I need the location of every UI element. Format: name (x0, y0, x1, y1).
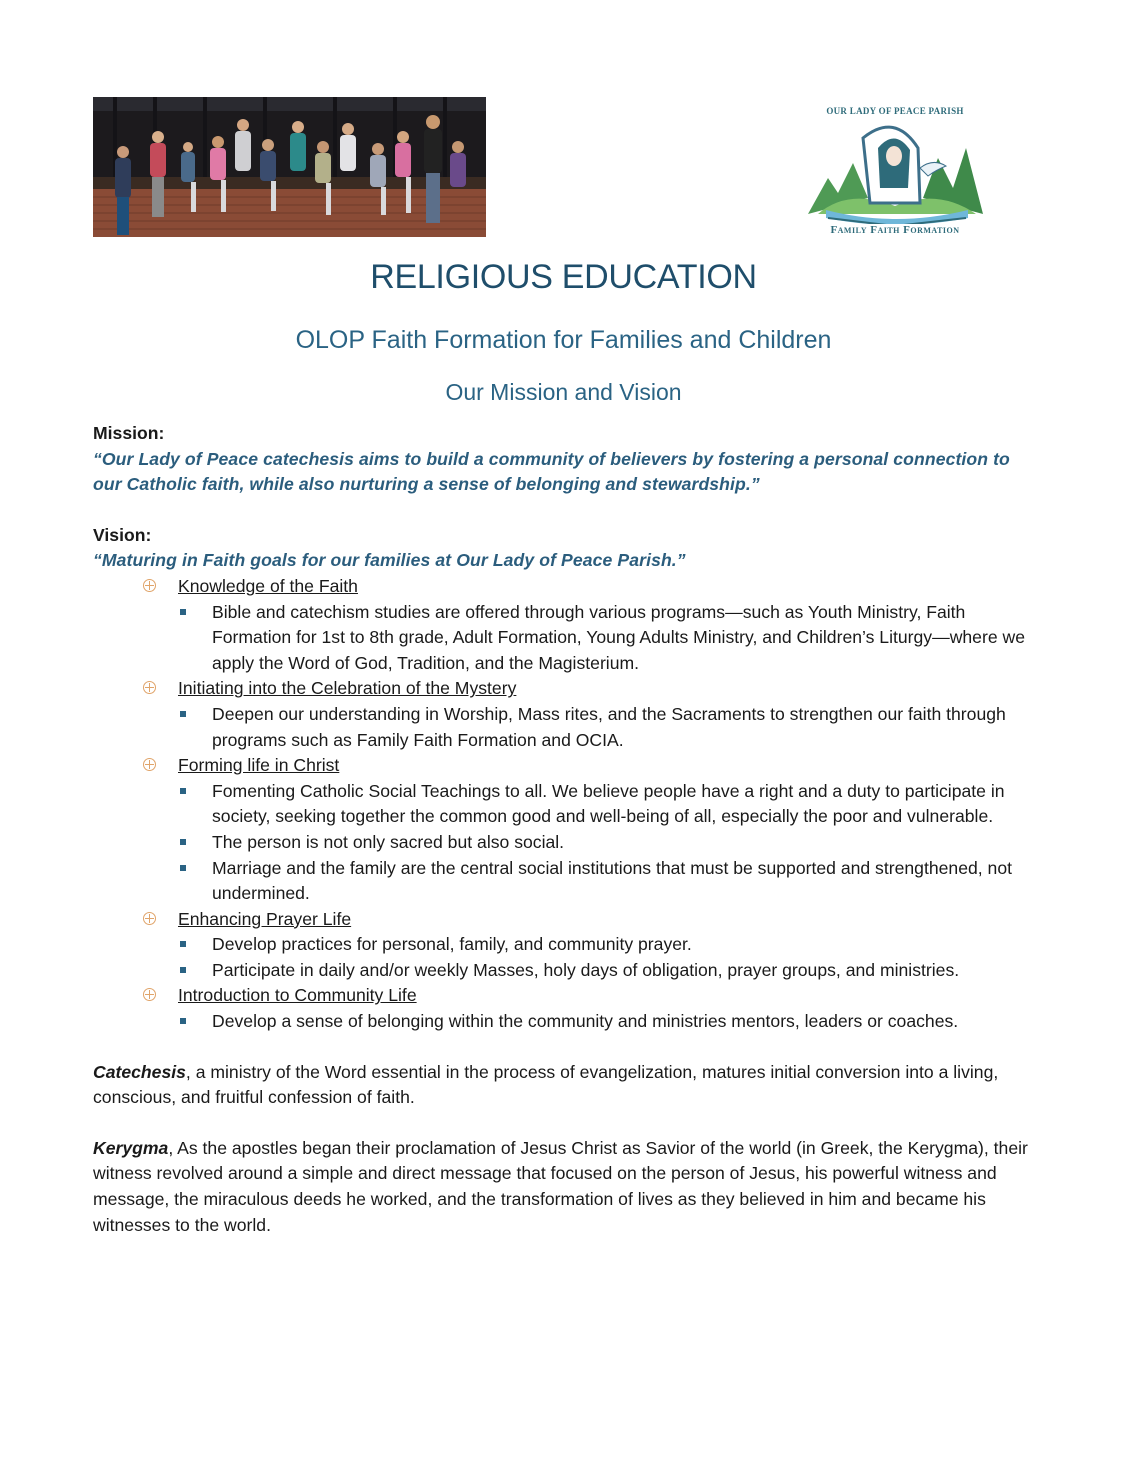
parish-logo (800, 100, 990, 240)
goal-title: Enhancing Prayer Life (178, 908, 352, 929)
square-bullet-icon (180, 839, 186, 845)
mission-statement: “Our Lady of Peace catechesis aims to build a community of believers by fostering a personal connection to our Catholic faith, while also nurturing a sense of belonging and stewardship.” (93, 448, 1010, 495)
square-bullet-icon (180, 941, 186, 947)
mission-label: Mission: (93, 423, 165, 443)
circle-plus-bullet-icon (143, 912, 156, 925)
goal-detail (178, 830, 1043, 856)
circle-plus-bullet-icon (143, 579, 156, 592)
goal-item (143, 983, 1043, 1034)
goal-title: Forming life in Christ (178, 755, 340, 776)
goal-detail-text: Bible and catechism studies are offered through various programs—such as Youth Ministry, Faith Formation for 1st to 8th grade, Adult Formation, Young Adults Ministry, and Children’s Liturgy—where we apply the Word of God, Tradition, and the Magisterium. (212, 601, 1025, 673)
goal-detail (178, 1009, 1043, 1035)
goal-title: Initiating into the Celebration of the Mystery (178, 678, 517, 699)
kerygma-text: , As the apostles began their proclamation of Jesus Christ as Savior of the world (in Greek, the Kerygma), their witness revolved around a simple and direct message that focused on the person of Jesus, his powerful witness and message, the miraculous deeds he worked, and the transformation of lives as they believed in him and became his witnesses to the world. (93, 1137, 1028, 1235)
circle-plus-bullet-icon (143, 988, 156, 1001)
goal-detail-text: Marriage and the family are the central social institutions that must be supported and strengthened, not undermined. (212, 857, 1013, 904)
goal-title: Knowledge of the Faith (178, 575, 358, 596)
group-photo (93, 97, 486, 237)
catechesis-term: Catechesis (93, 1061, 186, 1082)
circle-plus-bullet-icon (143, 758, 156, 771)
document-body (93, 421, 1043, 1238)
goal-detail-text: The person is not only sacred but also social. (212, 831, 565, 852)
goal-item (143, 574, 1043, 676)
page-title: RELIGIOUS EDUCATION (370, 258, 757, 296)
catechesis-paragraph (93, 1060, 1043, 1111)
goal-detail (178, 958, 1043, 984)
goal-detail-text: Develop a sense of belonging within the community and ministries mentors, leaders or coaches. (212, 1011, 959, 1032)
goal-item (143, 753, 1043, 907)
vision-label: Vision: (93, 524, 152, 545)
square-bullet-icon (180, 1018, 186, 1024)
goal-detail (178, 600, 1043, 677)
page-subtitle: OLOP Faith Formation for Families and Children (295, 326, 832, 354)
section-heading: Our Mission and Vision (445, 379, 682, 405)
square-bullet-icon (180, 609, 186, 615)
square-bullet-icon (180, 967, 186, 973)
goal-detail (178, 856, 1043, 907)
vision-statement: “Maturing in Faith goals for our families at Our Lady of Peace Parish.” (93, 550, 686, 571)
goal-detail-text: Fomenting Catholic Social Teachings to all. We believe people have a right and a duty to participate in society, seeking together the common good and well-being of all, especially the poor and vulnerable. (212, 780, 1005, 827)
goal-detail-text: Deepen our understanding in Worship, Mass rites, and the Sacraments to strengthen our faith through programs such as Family Faith Formation and OCIA. (212, 703, 1006, 750)
kerygma-term: Kerygma (93, 1137, 169, 1158)
goal-detail (178, 779, 1043, 830)
goal-detail (178, 702, 1043, 753)
logo-program-name: Family Faith Formation (830, 224, 960, 236)
catechesis-text: , a ministry of the Word essential in the process of evangelization, matures initial conversion into a living, conscious, and fruitful confession of faith. (93, 1061, 999, 1108)
square-bullet-icon (180, 711, 186, 717)
logo-parish-name: OUR LADY OF PEACE PARISH (826, 106, 964, 116)
logo-emblem-icon (808, 118, 983, 224)
goal-title: Introduction to Community Life (178, 985, 417, 1006)
goal-detail-text: Participate in daily and/or weekly Masses, holy days of obligation, prayer groups, and ministries. (212, 959, 960, 980)
goals-list (93, 574, 1043, 1035)
square-bullet-icon (180, 788, 186, 794)
goal-detail (178, 932, 1043, 958)
goal-detail-text: Develop practices for personal, family, and community prayer. (212, 934, 692, 955)
square-bullet-icon (180, 865, 186, 871)
circle-plus-bullet-icon (143, 681, 156, 694)
goal-item (143, 907, 1043, 984)
goal-item (143, 676, 1043, 753)
kerygma-paragraph (93, 1136, 1043, 1238)
